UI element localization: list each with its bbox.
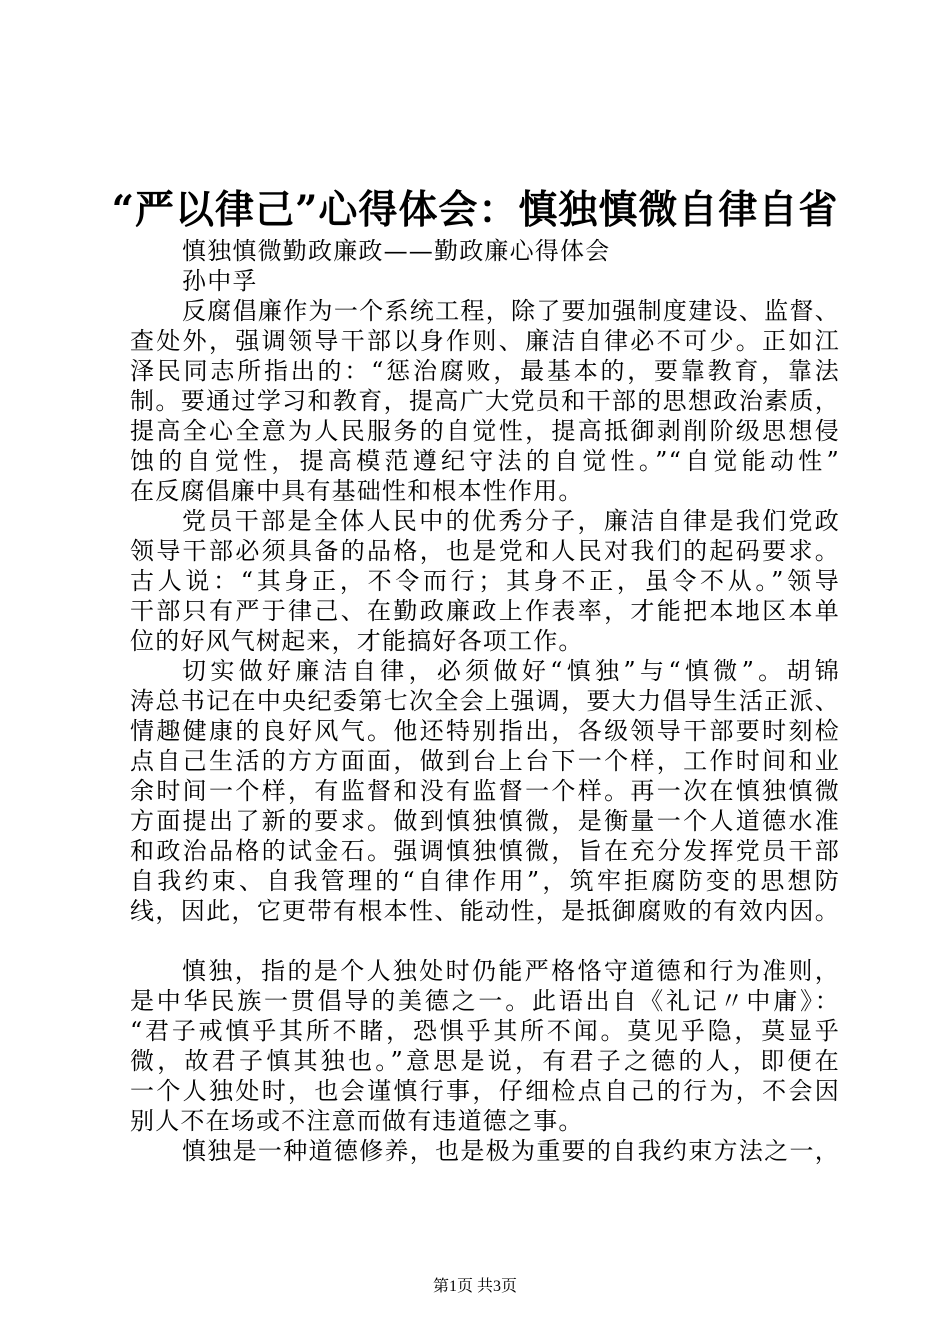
text-line: 提高全心全意为人民服务的自觉性，提高抵御剥削阶级思想侵 bbox=[130, 417, 840, 445]
document-body bbox=[130, 236, 840, 1166]
text-line: 在反腐倡廉中具有基础性和根本性作用。 bbox=[130, 477, 584, 505]
text-line: 切实做好廉洁自律，必须做好“慎独”与“慎微”。胡锦 bbox=[182, 657, 840, 685]
page-footer: 第1页 共3页 bbox=[432, 1278, 517, 1295]
text-line: 涛总书记在中央纪委第七次全会上强调，要大力倡导生活正派、 bbox=[130, 687, 840, 715]
text-line: “君子戒慎乎其所不睹，恐惧乎其所不闻。莫见乎隐，莫显乎 bbox=[130, 1017, 840, 1045]
text-line: 慎独，指的是个人独处时仍能严格恪守道德和行为准则， bbox=[182, 957, 840, 985]
text-line: 领导干部必须具备的品格，也是党和人民对我们的起码要求。 bbox=[130, 537, 840, 565]
document-title: “严以律己”心得体会：慎独慎微自律自省 bbox=[111, 187, 839, 233]
body-lines bbox=[130, 296, 840, 1166]
text-line: 泽民同志所指出的：“惩治腐败，最基本的，要靠教育，靠法 bbox=[130, 357, 840, 385]
text-line: 反腐倡廉作为一个系统工程，除了要加强制度建设、监督、 bbox=[182, 297, 840, 325]
author-line: 孙中孚 bbox=[182, 267, 258, 295]
text-line: 是中华民族一贯倡导的美德之一。此语出自《礼记〃中庸》： bbox=[130, 987, 840, 1015]
text-line: 查处外，强调领导干部以身作则、廉洁自律必不可少。正如江 bbox=[130, 327, 840, 355]
text-line: 和政治品格的试金石。强调慎独慎微，旨在充分发挥党员干部 bbox=[130, 837, 840, 865]
text-line: 线，因此，它更带有根本性、能动性，是抵御腐败的有效内因。 bbox=[130, 897, 840, 925]
text-line: 党员干部是全体人民中的优秀分子，廉洁自律是我们党政 bbox=[182, 507, 840, 535]
text-line: 位的好风气树起来，才能搞好各项工作。 bbox=[130, 627, 584, 655]
text-line: 一个人独处时，也会谨慎行事，仔细检点自己的行为，不会因 bbox=[130, 1077, 840, 1105]
text-line: 微，故君子慎其独也。”意思是说，有君子之德的人，即便在 bbox=[130, 1047, 840, 1075]
blank-line bbox=[130, 926, 825, 956]
text-line: 干部只有严于律己、在勤政廉政上作表率，才能把本地区本单 bbox=[130, 597, 840, 625]
text-line: 余时间一个样，有监督和没有监督一个样。再一次在慎独慎微 bbox=[130, 777, 840, 805]
text-line: 情趣健康的良好风气。他还特别指出，各级领导干部要时刻检 bbox=[130, 717, 840, 745]
subtitle-line: 慎独慎微勤政廉政——勤政廉心得体会 bbox=[182, 237, 611, 265]
text-line: 点自己生活的方方面面，做到台上台下一个样，工作时间和业 bbox=[130, 747, 840, 775]
text-line: 制。要通过学习和教育，提高广大党员和干部的思想政治素质， bbox=[130, 387, 840, 415]
text-line: 别人不在场或不注意而做有违道德之事。 bbox=[130, 1107, 584, 1135]
text-line: 慎独是一种道德修养，也是极为重要的自我约束方法之一， bbox=[182, 1137, 840, 1165]
text-line: 古人说：“其身正，不令而行；其身不正，虽令不从。”领导 bbox=[130, 567, 840, 595]
text-line: 蚀的自觉性，提高模范遵纪守法的自觉性。”“自觉能动性” bbox=[130, 447, 840, 475]
text-line: 自我约束、自我管理的“自律作用”，筑牢拒腐防变的思想防 bbox=[130, 867, 840, 895]
text-line: 方面提出了新的要求。做到慎独慎微，是衡量一个人道德水准 bbox=[130, 807, 840, 835]
